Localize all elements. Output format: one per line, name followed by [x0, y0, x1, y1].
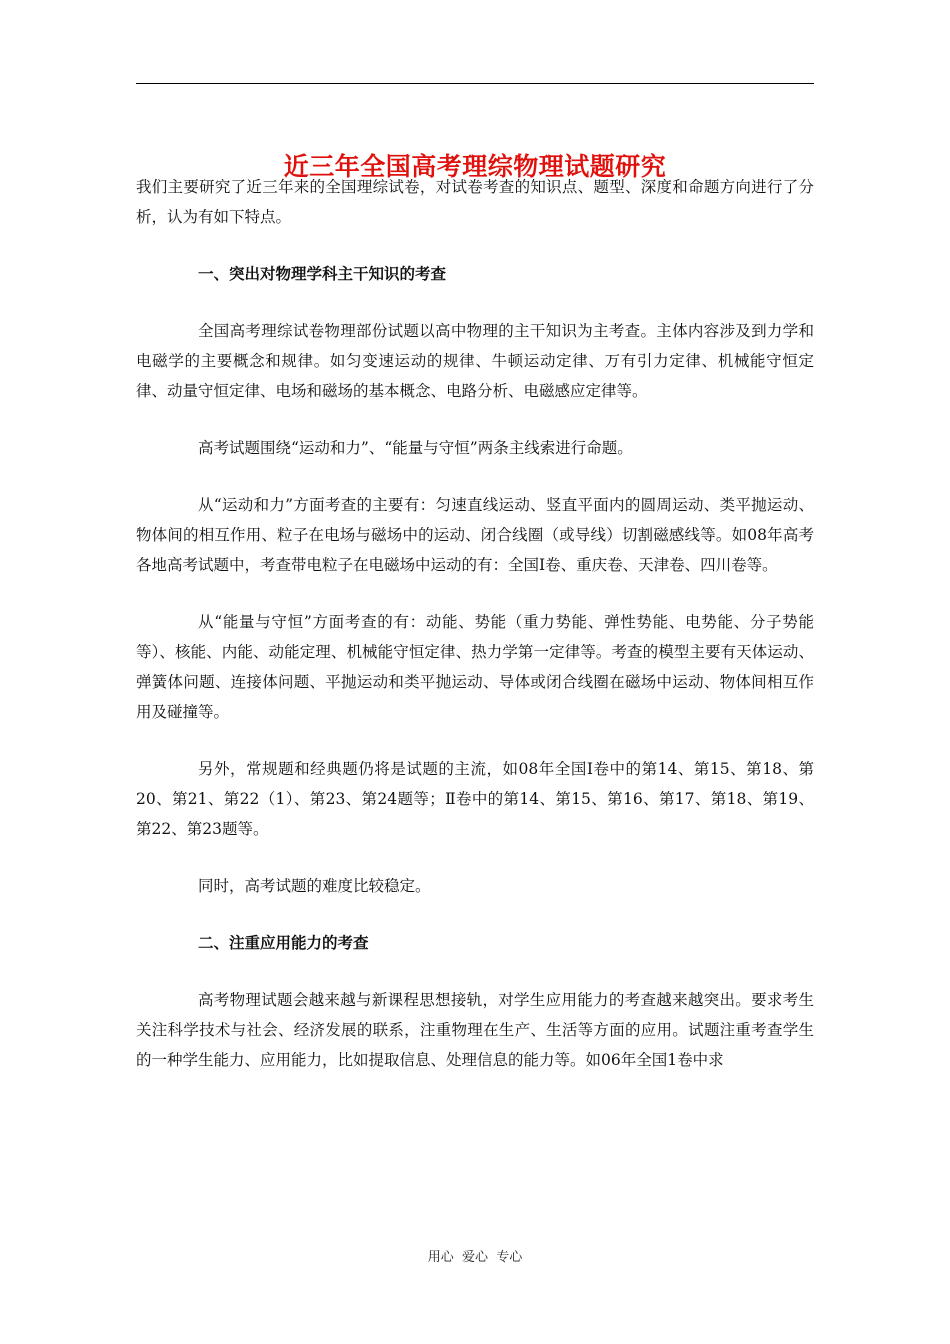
- document-title: 近三年全国高考理综物理试题研究: [283, 151, 667, 181]
- document-body: [136, 172, 814, 1075]
- section-1-paragraph-4: 从“能量与守恒”方面考查的有：动能、势能（重力势能、弹性势能、电势能、分子势能等）、核能、内能、动能定理、机械能守恒定律、热力学第一定律等。考查的模型主要有天体运动、弹簧体问题、连接体问题、平抛运动和类平抛运动、导体或闭合线圈在磁场中运动、物体间相互作用及碰撞等。: [136, 613, 814, 721]
- section-1-paragraph-6: 同时，高考试题的难度比较稳定。: [198, 877, 431, 895]
- section-1-heading: 一、突出对物理学科主干知识的考查: [198, 265, 447, 283]
- section-1-paragraph-5: 另外，常规题和经典题仍将是试题的主流，如08年全国Ⅰ卷中的第14、第15、第18、第20、第21、第22（1）、第23、第24题等；Ⅱ卷中的第14、第15、第16、第17、第18、第19、第22、第23题等。: [136, 760, 814, 838]
- section-1-paragraph-1: 全国高考理综试卷物理部份试题以高中物理的主干知识为主考查。主体内容涉及到力学和电磁学的主要概念和规律。如匀变速运动的规律、牛顿运动定律、万有引力定律、机械能守恒定律、动量守恒定律、电场和磁场的基本概念、电路分析、电磁感应定律等。: [136, 322, 814, 400]
- section-2-heading: 二、注重应用能力的考查: [198, 934, 369, 952]
- section-1-paragraph-3: 从“运动和力”方面考查的主要有：匀速直线运动、竖直平面内的圆周运动、类平抛运动、物体间的相互作用、粒子在电场与磁场中的运动、闭合线圈（或导线）切割磁感线等。如08年高考各地高考试题中，考查带电粒子在电磁场中运动的有：全国Ⅰ卷、重庆卷、天津卷、四川卷等。: [136, 496, 814, 574]
- intro-paragraph: 我们主要研究了近三年来的全国理综试卷，对试卷考查的知识点、题型、深度和命题方向进行了分析，认为有如下特点。: [136, 178, 814, 226]
- section-2-paragraph-1: 高考物理试题会越来越与新课程思想接轨，对学生应用能力的考查越来越突出。要求考生关注科学技术与社会、经济发展的联系，注重物理在生产、生活等方面的应用。试题注重考查学生的一种学生能力、应用能力，比如提取信息、处理信息的能力等。如06年全国1卷中求: [136, 991, 814, 1069]
- section-1-paragraph-2: 高考试题围绕“运动和力”、“能量与守恒”两条主线索进行命题。: [198, 439, 633, 457]
- header-rule: [136, 83, 814, 84]
- page-footer: 用心 爱心 专心: [427, 1250, 523, 1265]
